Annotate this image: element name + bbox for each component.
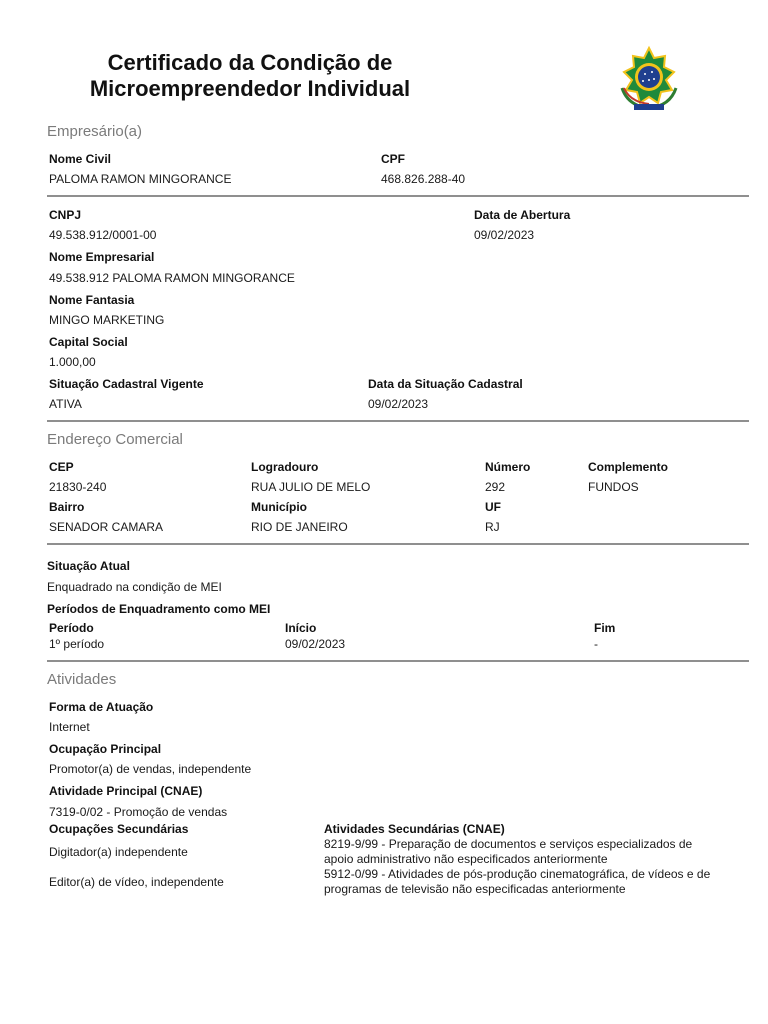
fim-value: -	[594, 637, 598, 651]
nome-civil-value: PALOMA RAMON MINGORANCE	[49, 172, 232, 186]
data-situacao-label: Data da Situação Cadastral	[368, 377, 523, 391]
cpf-value: 468.826.288-40	[381, 172, 466, 186]
inicio-column-header: Início	[285, 621, 317, 635]
divider	[47, 660, 749, 662]
periodos-label: Períodos de Enquadramento como MEI	[47, 602, 271, 616]
divider	[47, 543, 749, 545]
section-endereco: Endereço Comercial	[47, 431, 183, 448]
fim-column-header: Fim	[594, 621, 616, 635]
logradouro-value: RUA JULIO DE MELO	[251, 480, 371, 494]
municipio-value: RIO DE JANEIRO	[251, 520, 348, 534]
cpf-label: CPF	[381, 152, 405, 166]
data-situacao-value: 09/02/2023	[368, 397, 429, 411]
data-abertura-label: Data de Abertura	[474, 208, 571, 222]
capital-social-value: 1.000,00	[49, 355, 96, 369]
section-atividades: Atividades	[47, 671, 117, 688]
uf-value: RJ	[485, 520, 500, 534]
divider	[47, 195, 749, 197]
ocupacao-secundaria-item: Editor(a) de vídeo, independente	[49, 875, 224, 889]
cnpj-value: 49.538.912/0001-00	[49, 228, 157, 242]
complemento-label: Complemento	[588, 460, 669, 474]
page-title	[0, 50, 500, 102]
periodo-column-header: Período	[49, 621, 94, 635]
inicio-value: 09/02/2023	[285, 637, 346, 651]
complemento-value: FUNDOS	[588, 480, 639, 494]
forma-atuacao-label: Forma de Atuação	[49, 700, 154, 714]
bairro-value: SENADOR CAMARA	[49, 520, 164, 534]
periodo-value: 1º período	[49, 637, 105, 651]
cep-label: CEP	[49, 460, 74, 474]
uf-label: UF	[485, 500, 501, 514]
ocupacao-principal-label: Ocupação Principal	[49, 742, 162, 756]
numero-label: Número	[485, 460, 531, 474]
nome-fantasia-label: Nome Fantasia	[49, 293, 135, 307]
situacao-cadastral-label: Situação Cadastral Vigente	[49, 377, 204, 391]
numero-value: 292	[485, 480, 506, 494]
ocupacao-secundaria-item: Digitador(a) independente	[49, 845, 188, 859]
divider	[47, 420, 749, 422]
cep-value: 21830-240	[49, 480, 107, 494]
forma-atuacao-value: Internet	[49, 720, 90, 734]
atividade-principal-value: 7319-0/02 - Promoção de vendas	[49, 805, 228, 819]
situacao-atual-label: Situação Atual	[47, 559, 130, 573]
title-line-2: Microempreendedor Individual	[89, 76, 411, 101]
section-empresario: Empresário(a)	[47, 123, 143, 140]
data-abertura-value: 09/02/2023	[474, 228, 535, 242]
cnpj-label: CNPJ	[49, 208, 82, 222]
ocupacao-principal-value: Promotor(a) de vendas, independente	[49, 762, 252, 776]
municipio-label: Município	[251, 500, 307, 514]
brazil-coat-of-arms-icon	[614, 44, 684, 114]
capital-social-label: Capital Social	[49, 335, 128, 349]
atividade-secundaria-item: 8219-9/99 - Preparação de documentos e serviços especializados de apoio administrativo não especificados anteriormente	[324, 837, 693, 866]
ocupacoes-secundarias-label: Ocupações Secundárias	[49, 822, 189, 836]
situacao-cadastral-value: ATIVA	[49, 397, 82, 411]
atividades-secundarias-label: Atividades Secundárias (CNAE)	[324, 822, 505, 836]
nome-empresarial-value: 49.538.912 PALOMA RAMON MINGORANCE	[49, 271, 295, 285]
title-line-1: Certificado da Condição de	[107, 50, 393, 75]
nome-fantasia-value: MINGO MARKETING	[49, 313, 165, 327]
logradouro-label: Logradouro	[251, 460, 319, 474]
nome-civil-label: Nome Civil	[49, 152, 112, 166]
situacao-atual-value: Enquadrado na condição de MEI	[47, 580, 222, 594]
nome-empresarial-label: Nome Empresarial	[49, 250, 155, 264]
bairro-label: Bairro	[49, 500, 85, 514]
atividade-secundaria-item: 5912-0/99 - Atividades de pós-produção cinematográfica, de vídeos e de programas de televisão não especificadas anteriormente	[324, 867, 711, 896]
atividade-principal-label: Atividade Principal (CNAE)	[49, 784, 203, 798]
